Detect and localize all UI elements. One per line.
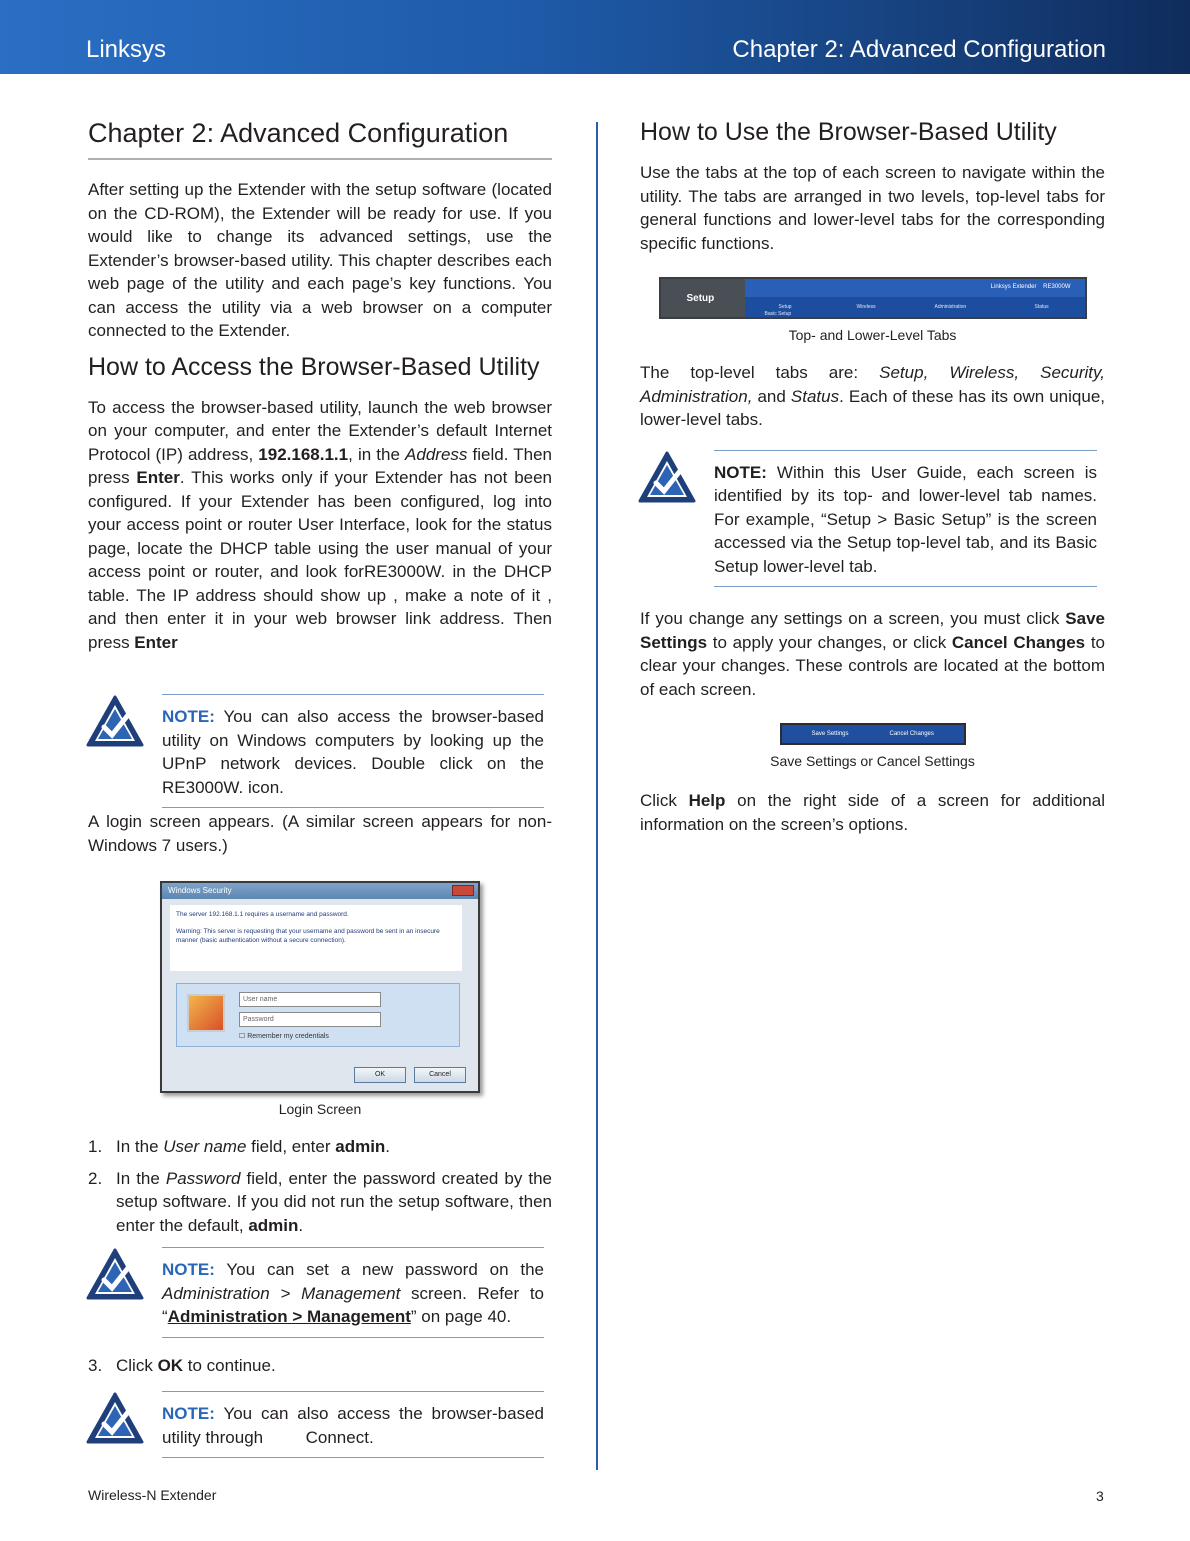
tab-status[interactable]: Status <box>1034 304 1049 310</box>
right-column <box>640 118 1105 846</box>
header-chapter-title: Chapter 2: Advanced Configuration <box>732 36 1106 63</box>
save-paragraph: If you change any settings on a screen, you must click Save Settings to apply your changes, or click Cancel Changes to clear your changes. These controls are located at the bottom of each screen. <box>640 609 1106 699</box>
tab-setup[interactable]: Setup <box>778 304 792 310</box>
checkmark-note-icon <box>86 1392 144 1444</box>
tabs-paragraph: Use the tabs at the top of each screen to navigate within the utility. The tabs are arranged in two levels, top-level tabs for general functions and lower-level tabs for the corresponding specific functions. <box>640 163 1105 253</box>
checkmark-note-icon <box>86 695 144 747</box>
username-input[interactable]: User name <box>239 992 381 1007</box>
tab-basic-setup[interactable]: Basic Setup <box>764 311 792 317</box>
page-number: 3 <box>1096 1488 1104 1504</box>
tab-wireless[interactable]: Wireless <box>856 304 876 310</box>
tab-bar <box>659 277 1087 319</box>
credentials-panel <box>176 983 460 1047</box>
intro-paragraph: After setting up the Extender with the setup software (located on the CD-ROM), the Extender will be ready for use. If you would like to change its advanced settings, use the Extender’s browser-based utility. This chapter describes each web page of the utility and each page’s key functions. You can access the utility via a web browser on a computer connected to the Extender. <box>88 180 552 340</box>
step-1: 1. In the User name field, enter admin. <box>88 1137 391 1156</box>
brand-name: Linksys <box>86 36 167 63</box>
use-utility-heading: How to Use the Browser-Based Utility <box>640 118 1057 146</box>
user-avatar <box>187 994 225 1032</box>
close-icon[interactable] <box>452 885 474 896</box>
cancel-button[interactable]: Cancel <box>414 1067 466 1083</box>
ok-button[interactable]: OK <box>354 1067 406 1083</box>
footer-product: Wireless-N Extender <box>88 1487 217 1503</box>
login-window <box>160 881 480 1093</box>
login-message: The server 192.168.1.1 requires a username and password. Warning: This server is requesting that your username and password be sent in an insecure manner (basic authentication without a secure connection). <box>170 905 462 971</box>
tabs-caption: Top- and Lower-Level Tabs <box>788 327 957 343</box>
cancel-changes-button[interactable]: Cancel Changes <box>889 731 934 737</box>
password-input[interactable]: Password <box>239 1012 381 1027</box>
checkmark-note-icon <box>86 1248 144 1300</box>
tab-administration[interactable]: Administration <box>934 304 967 310</box>
note-connect: NOTE: You can also access the browser-based utility through Connect. <box>162 1391 544 1458</box>
administration-management-link[interactable]: Administration > Management <box>167 1307 411 1326</box>
access-paragraph: To access the browser-based utility, launch the web browser on your computer, and enter the Extender’s default Internet Protocol (IP) address, 192.168.1.1, in the Address field. Then press Enter. This works only if your Extender has not been configured. If your Extender has been configured, log into your access point or router User Interface, look for the status page, locate the DHCP table using the user manual of your access point or router, and look forRE3000W. in the DHCP table. The IP address should show up , make a note of it , and then enter it in your web browser link address. Then press Enter <box>88 397 553 652</box>
login-paragraph: A login screen appears. (A similar screen appears for non-Windows 7 users.) <box>88 812 552 855</box>
remember-checkbox[interactable]: ☐ Remember my credentials <box>239 1033 329 1040</box>
save-figure <box>640 723 1105 769</box>
step-3: 3. Click OK to continue. <box>88 1355 276 1375</box>
top-level-tabs-paragraph: The top-level tabs are: Setup, Wireless, Security, Administration, and Status. Each of these has its own unique, lower-level tabs. <box>640 363 1105 429</box>
save-settings-button[interactable]: Save Settings <box>811 731 849 737</box>
note-tab-names: NOTE: Within this User Guide, each screen is identified by its top- and lower-level tab names. For example, “Setup > Basic Setup” is the screen accessed via the Setup top-level tab, and its Basic Setup lower-level tab. <box>714 450 1097 588</box>
login-screen-figure <box>88 881 552 1117</box>
tab-setup-top[interactable]: Setup <box>661 279 745 317</box>
save-caption: Save Settings or Cancel Settings <box>770 753 975 769</box>
login-caption: Login Screen <box>278 1101 362 1117</box>
top-bar: Linksys Extender RE3000W <box>745 279 1085 297</box>
checkmark-note-icon <box>638 451 696 503</box>
window-titlebar: Windows Security <box>162 883 478 899</box>
step-2: 2. In the Password field, enter the password created by the setup software. If you did not run the setup software, then enter the default, admin. <box>88 1168 552 1235</box>
login-step-3 <box>88 1354 552 1378</box>
note-password: NOTE: You can set a new password on the Administration > Management screen. Refer to “Administration > Management” on page 40. <box>162 1247 544 1338</box>
help-paragraph: Click Help on the right side of a screen for additional information on the screen’s options. <box>640 791 1105 834</box>
column-divider <box>596 122 598 1470</box>
chapter-title: Chapter 2: Advanced Configuration <box>88 118 552 160</box>
default-ip: 192.168.1.1 <box>258 444 349 464</box>
tabs-figure <box>640 277 1105 343</box>
left-column <box>88 118 552 1458</box>
note-upnp: NOTE: You can also access the browser-based utility on Windows computers by looking up the UPnP network devices. Double click on the RE3000W. icon. <box>162 694 544 808</box>
lower-tabs <box>745 297 1085 317</box>
access-heading: How to Access the Browser-Based Utility <box>88 352 540 381</box>
save-bar <box>780 723 966 745</box>
login-steps <box>88 1135 552 1237</box>
page-header <box>0 0 1190 74</box>
